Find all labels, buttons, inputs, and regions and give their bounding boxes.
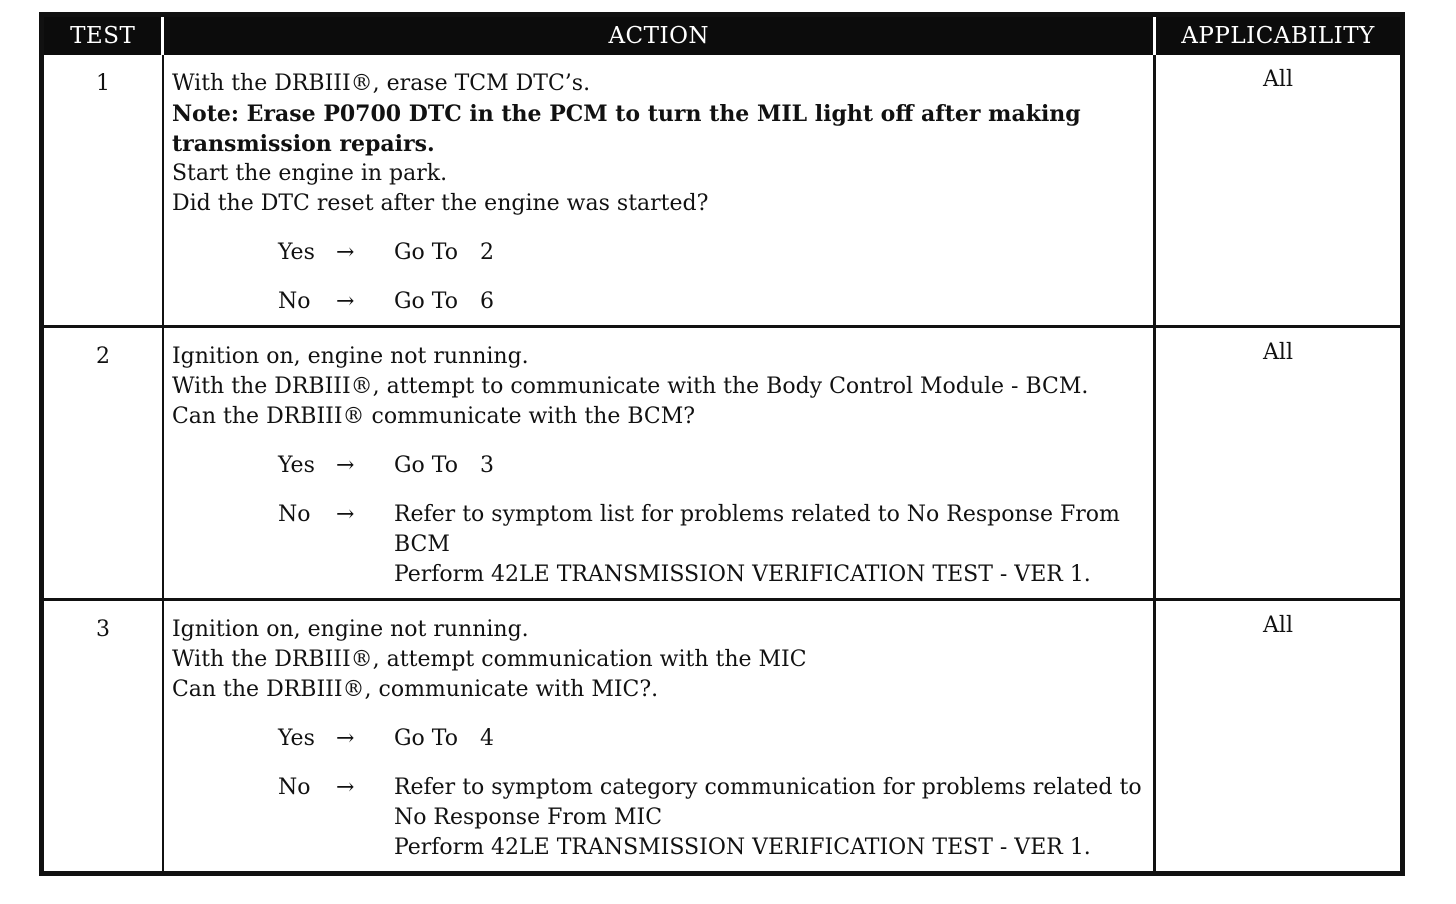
header-row <box>42 15 1403 56</box>
arrow-icon: → <box>335 775 355 800</box>
yes-branch <box>278 451 1147 481</box>
no-branch <box>278 773 1147 863</box>
no-label: No <box>277 289 311 314</box>
applicability-value: All <box>1263 613 1294 638</box>
arrow-icon: → <box>335 289 355 314</box>
applicability-value: All <box>1155 55 1403 327</box>
header-test: TEST <box>42 15 163 56</box>
no-branch-line: Refer to symptom category communication for problems related to <box>393 775 1142 800</box>
action-line: Ignition on, engine not running. <box>171 617 529 642</box>
goto-label: Go To <box>393 453 458 478</box>
no-branch <box>278 287 1147 317</box>
arrow-icon: → <box>335 502 355 527</box>
header-action: ACTION <box>163 15 1155 56</box>
goto-step-number: 6 <box>479 289 494 314</box>
no-branch-text <box>394 773 1147 863</box>
test-row-3 <box>42 600 1403 874</box>
test-number: 3 <box>42 600 163 874</box>
goto-step-number: 3 <box>479 453 494 478</box>
header-applicability: APPLICABILITY <box>1155 15 1403 56</box>
yes-label: Yes <box>277 453 315 478</box>
goto-label: Go To <box>393 289 458 314</box>
test-row-2 <box>42 327 1403 600</box>
goto-text <box>394 724 1147 754</box>
arrow-icon: → <box>335 240 355 265</box>
goto-label: Go To <box>393 240 458 265</box>
action-line: With the DRBIII®, attempt communication with the MIC <box>171 647 807 672</box>
goto-step-number: 2 <box>479 240 494 265</box>
arrow-icon: → <box>335 726 355 751</box>
test-row-1 <box>42 55 1403 327</box>
arrow-icon: → <box>335 453 355 478</box>
diagnostic-test-table <box>39 12 1405 876</box>
action-line: Ignition on, engine not running. <box>171 344 529 369</box>
test-number: 2 <box>42 327 163 600</box>
action-question: Can the DRBIII®, communicate with MIC?. <box>171 677 659 702</box>
goto-text <box>394 238 1147 268</box>
no-branch-line: No Response From MIC <box>393 805 663 830</box>
action-cell <box>163 55 1155 327</box>
applicability-value: All <box>1155 327 1403 600</box>
no-branch-line: BCM <box>393 532 450 557</box>
action-question: Can the DRBIII® communicate with the BCM? <box>171 404 696 429</box>
goto-text <box>394 451 1147 481</box>
no-branch-text <box>394 500 1147 590</box>
test-number: 1 <box>42 55 163 327</box>
action-question: Did the DTC reset after the engine was started? <box>171 191 709 216</box>
action-cell <box>163 327 1155 600</box>
yes-branch <box>278 724 1147 754</box>
action-note: Note: Erase P0700 DTC in the PCM to turn the MIL light off after making transmission repairs. <box>171 101 1081 157</box>
goto-label: Go To <box>393 726 458 751</box>
no-branch-line: Refer to symptom list for problems related to No Response From <box>393 502 1120 527</box>
action-cell <box>163 600 1155 874</box>
action-line: With the DRBIII®, erase TCM DTC’s. <box>171 71 591 96</box>
no-branch-line: Perform 42LE TRANSMISSION VERIFICATION TEST - VER 1. <box>393 562 1091 587</box>
yes-label: Yes <box>277 726 315 751</box>
goto-text <box>394 287 1147 317</box>
action-line: With the DRBIII®, attempt to communicate with the Body Control Module - BCM. <box>171 374 1089 399</box>
goto-step-number: 4 <box>479 726 494 751</box>
no-branch <box>278 500 1147 590</box>
yes-label: Yes <box>277 240 315 265</box>
yes-branch <box>278 238 1147 268</box>
no-branch-line: Perform 42LE TRANSMISSION VERIFICATION TEST - VER 1. <box>393 835 1091 860</box>
no-label: No <box>277 775 311 800</box>
no-label: No <box>277 502 311 527</box>
action-line: Start the engine in park. <box>171 161 448 186</box>
